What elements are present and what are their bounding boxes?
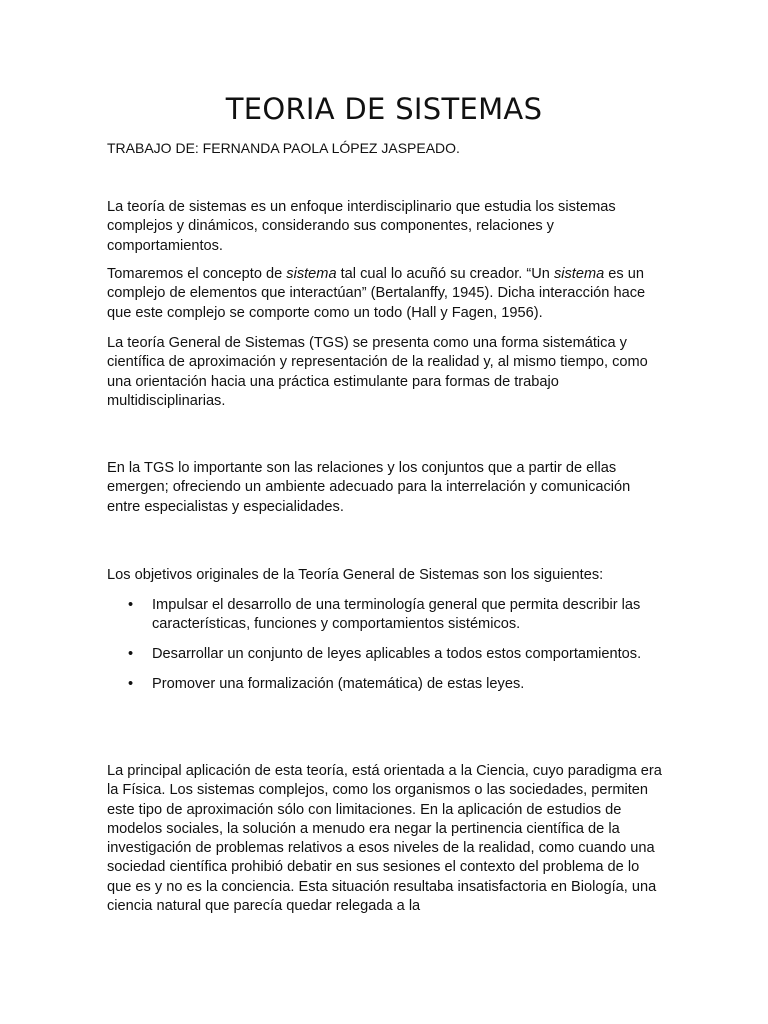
author-line: TRABAJO DE: FERNANDA PAOLA LÓPEZ JASPEADO. bbox=[107, 140, 460, 156]
concept-term-1: sistema bbox=[286, 266, 337, 282]
concept-text-2: tal cual lo acuñó su creador. “Un bbox=[336, 266, 554, 282]
concept-text-1: Tomaremos el concepto de bbox=[107, 266, 287, 282]
concept-term-2: sistema bbox=[553, 266, 605, 282]
objective-text: Impulsar el desarrollo de una terminología general que permita describir las características, funciones y comportamientos sistémicos. bbox=[152, 597, 641, 633]
list-item bbox=[107, 675, 677, 694]
objective-text: Desarrollar un conjunto de leyes aplicables a todos estos comportamientos. bbox=[152, 646, 642, 663]
tgs-paragraph: La teoría General de Sistemas (TGS) se presenta como una forma sistemática y científica de aproximación y representación de la realidad y, al mismo tiempo, como una orientación hacia una práctica estimulante para formas de trabajo multidisciplinarias. bbox=[107, 335, 648, 409]
document-title: TEORIA DE SISTEMAS bbox=[225, 92, 543, 126]
bullet-icon: • bbox=[128, 675, 134, 692]
concept-paragraph bbox=[107, 265, 667, 323]
bullet-icon: • bbox=[128, 597, 134, 613]
bullet-icon: • bbox=[128, 646, 134, 663]
list-item bbox=[107, 645, 677, 664]
objectives-intro: Los objetivos originales de la Teoría General de Sistemas son los siguientes: bbox=[107, 567, 604, 583]
objective-text: Promover una formalización (matemática) de estas leyes. bbox=[152, 675, 525, 692]
concept-text-3: es un complejo de elementos que interactúan” (Bertalanffy, 1945). Dicha interacción hace que este complejo se comporte como un todo (Hall y Fagen, 1956). bbox=[107, 266, 646, 321]
objectives-list bbox=[107, 596, 677, 705]
relations-paragraph: En la TGS lo importante son las relaciones y los conjuntos que a partir de ellas emergen; ofreciendo un ambiente adecuado para la interrelación y comunicación entre especialistas y especialidades. bbox=[107, 460, 631, 515]
intro-paragraph: La teoría de sistemas es un enfoque interdisciplinario que estudia los sistemas complejos y dinámicos, considerando sus componentes, relaciones y comportamientos. bbox=[107, 199, 616, 254]
application-paragraph: La principal aplicación de esta teoría, está orientada a la Ciencia, cuyo paradigma era la Física. Los sistemas complejos, como los organismos o las sociedades, permiten este tipo de aproximación sólo con limitaciones. En la aplicación de estudios de modelos sociales, la solución a menudo era negar la pertinencia científica de la investigación de problemas relativos a esos niveles de la realidad, como cuando una sociedad científica prohibió debatir en sus sesiones el contexto del problema de lo que es y no es la conciencia. Esta situación resultaba insatisfactoria en Biología, una ciencia natural que parecía quedar relegada a la bbox=[107, 763, 662, 915]
list-item bbox=[107, 596, 677, 635]
